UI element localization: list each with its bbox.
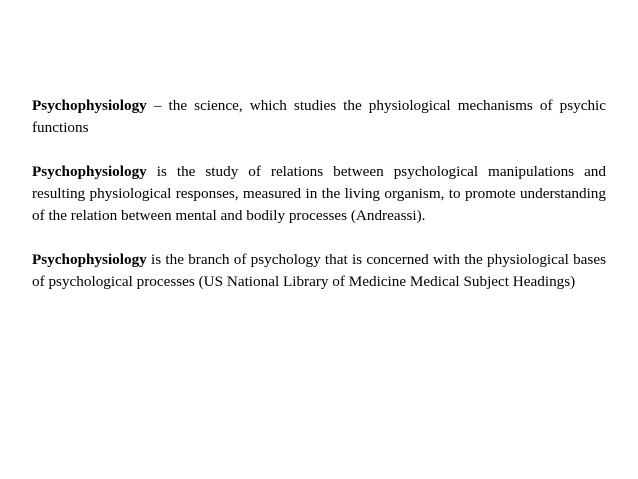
definition-text: – the science, which studies the physiological mechanisms of psychic functions bbox=[32, 97, 606, 136]
definition-paragraph-3 bbox=[32, 249, 606, 293]
definition-term: Psychophysiology bbox=[32, 163, 147, 180]
definition-term: Psychophysiology bbox=[32, 97, 147, 114]
definitions-text-block bbox=[32, 95, 606, 315]
definition-paragraph-2 bbox=[32, 161, 606, 227]
definition-paragraph-1 bbox=[32, 95, 606, 139]
definition-text: is the study of relations between psychological manipulations and resulting physiological responses, measured in the living organism, to promote understanding of the relation between mental and bodily processes (Andreassi). bbox=[32, 163, 606, 224]
definition-term: Psychophysiology bbox=[32, 251, 147, 268]
definition-text: is the branch of psychology that is concerned with the physiological bases of psychological processes (US National Library of Medicine Medical Subject Headings) bbox=[32, 251, 606, 290]
